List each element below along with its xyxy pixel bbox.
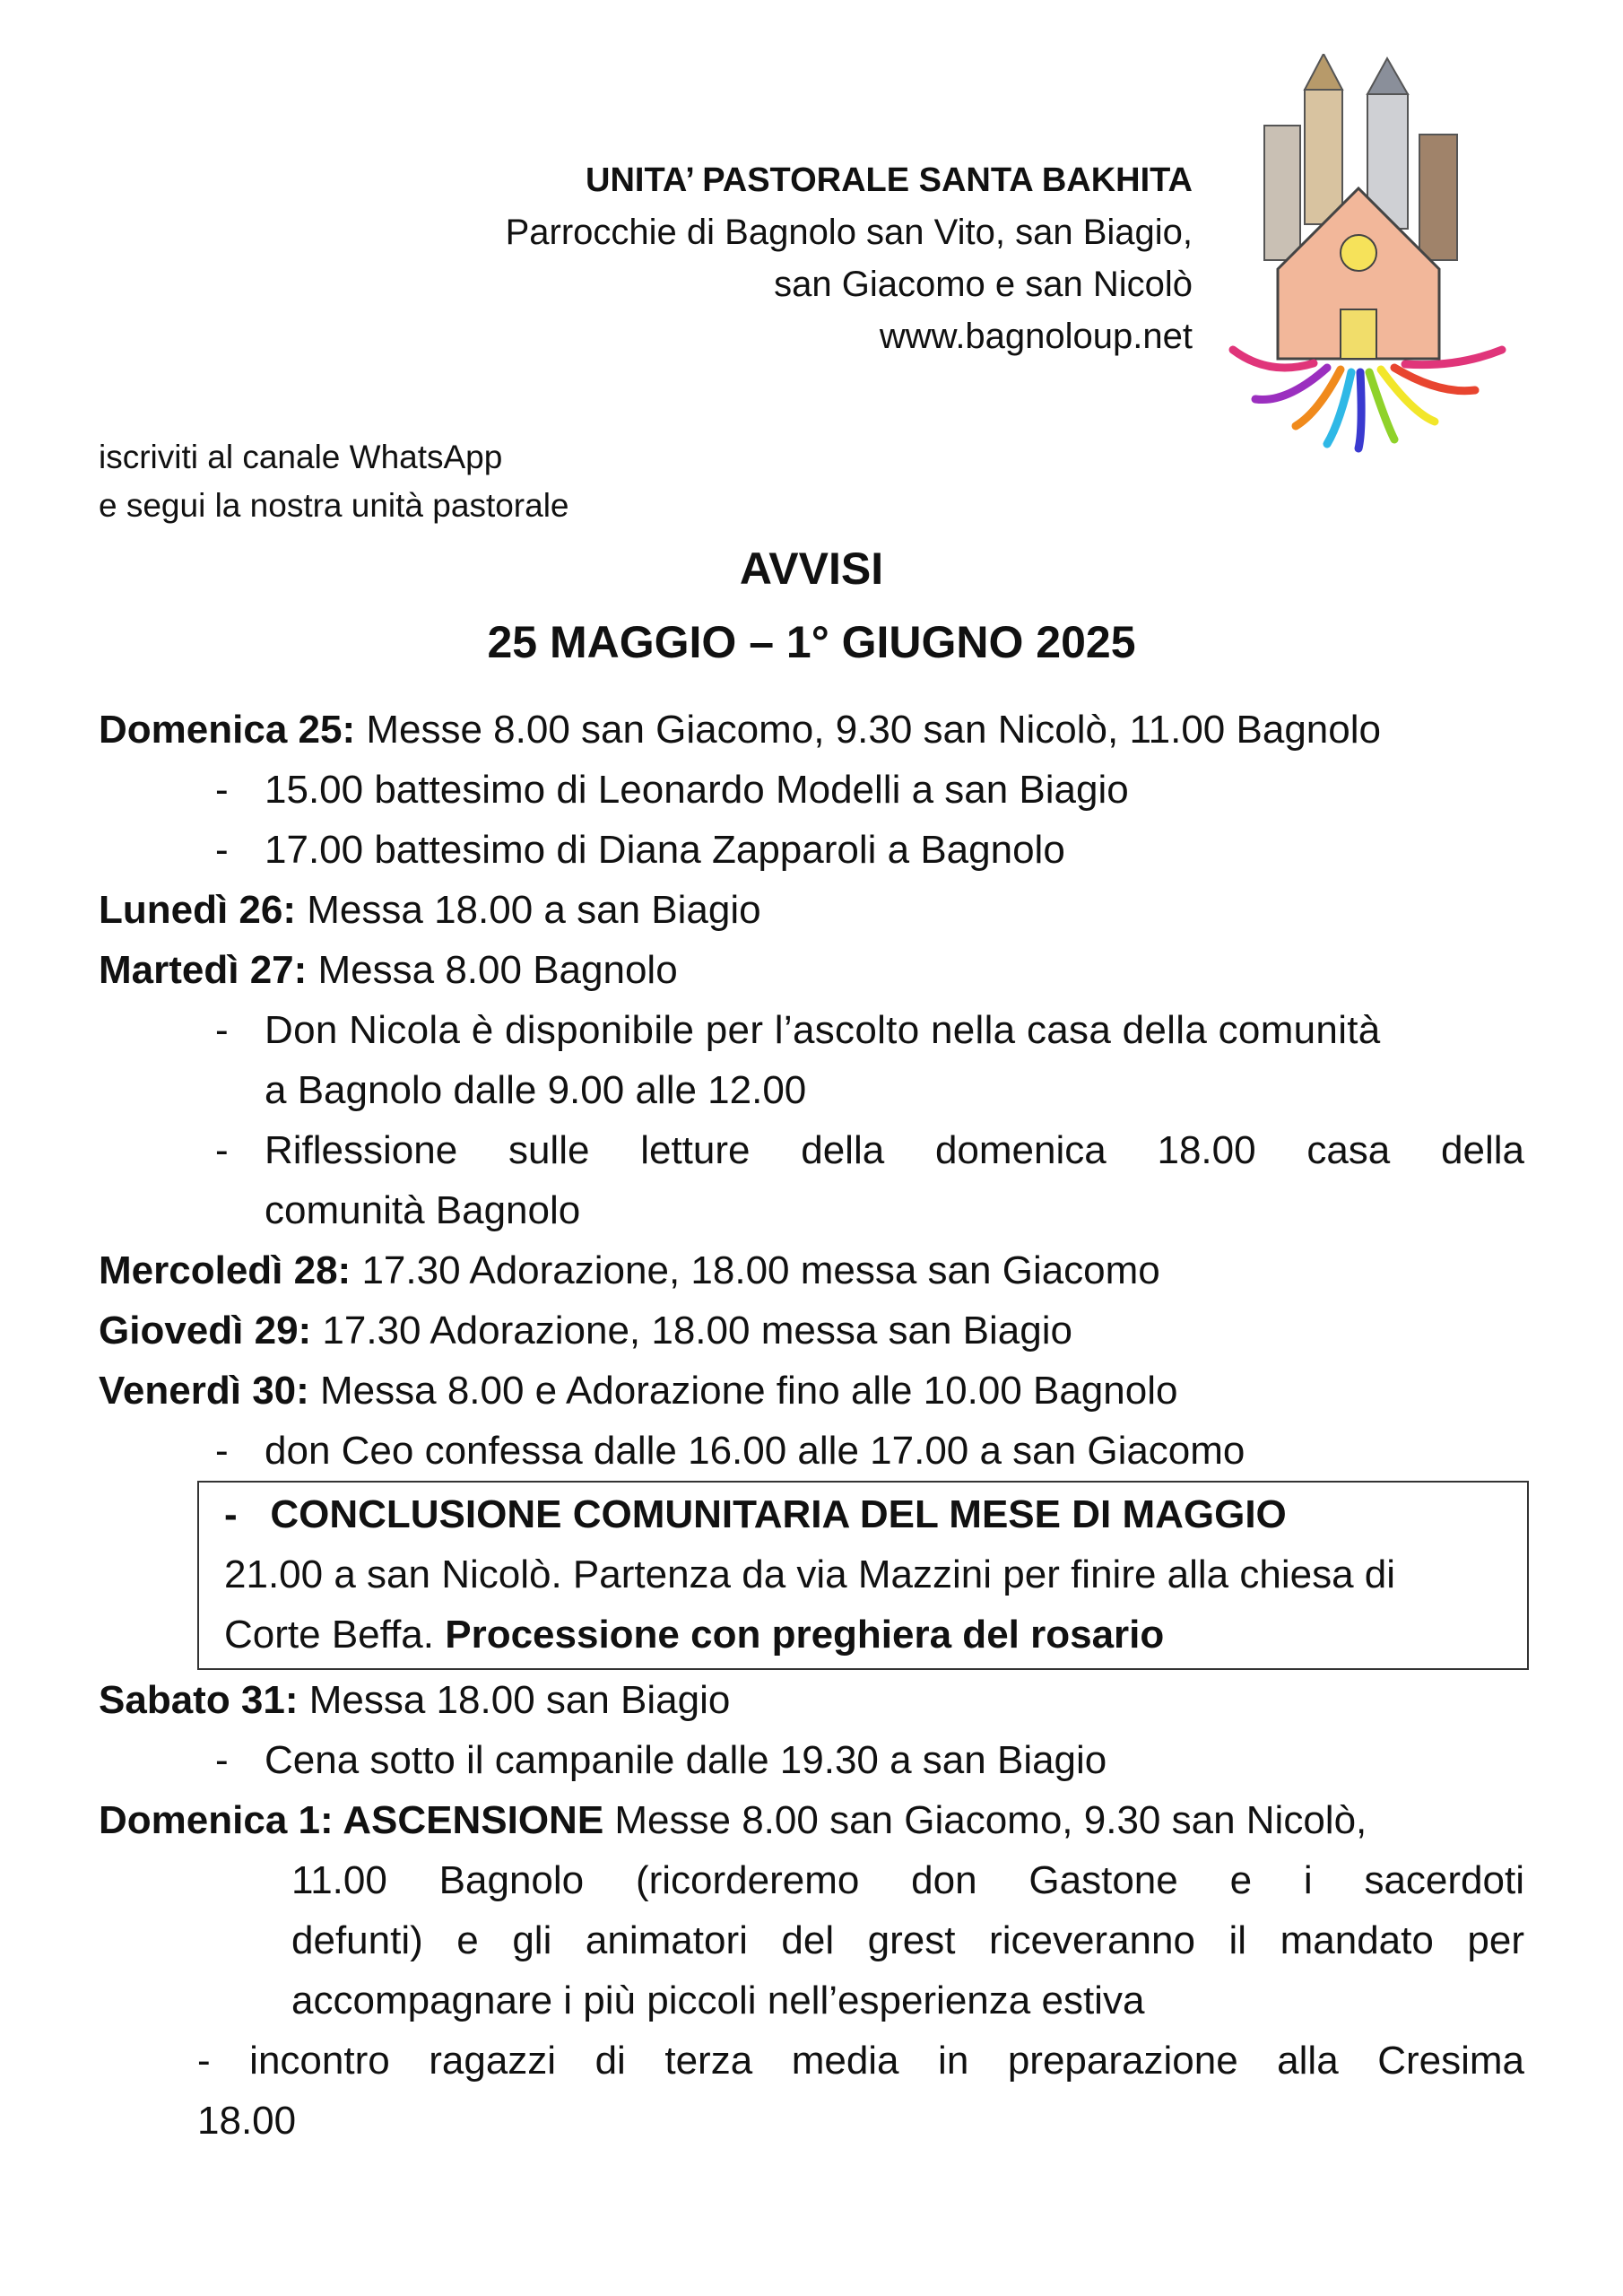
list-item: - Riflessione sulle letture della domenica 18.00 casa della comunità Bagnolo (215, 1128, 1524, 1232)
logo-ray-8 (1394, 368, 1475, 391)
title-dates: 25 MAGGIO – 1° GIUGNO 2025 (487, 617, 1136, 667)
list-item: - Cena sotto il campanile dalle 19.30 a san Biagio (215, 1738, 1107, 1782)
highlight-box (197, 1481, 1529, 1670)
parishes-line-2: san Giacomo e san Nicolò (774, 265, 1193, 304)
list-item: - 15.00 battesimo di Leonardo Modelli a san Biagio (215, 768, 1129, 812)
logo-door (1341, 309, 1376, 359)
highlight-line-2: Corte Beffa. Processione con preghiera del rosario (224, 1613, 1165, 1657)
notice-title (0, 532, 1623, 679)
logo-spire-right (1367, 58, 1408, 94)
list-item: - incontro ragazzi di terza media in preparazione alla Cresima 18.00 (197, 2039, 1524, 2143)
highlight-title: - CONCLUSIONE COMUNITARIA DEL MESE DI MAGGIO (224, 1492, 1287, 1536)
entry-giovedi-29: Giovedì 29: 17.30 Adorazione, 18.00 messa san Biagio (99, 1309, 1072, 1352)
entry-domenica-1: Domenica 1: ASCENSIONE Messe 8.00 san Giacomo, 9.30 san Nicolò, (99, 1798, 1367, 1842)
church-logo-icon (1215, 54, 1565, 457)
list-item: - Don Nicola è disponibile per l’ascolto nella casa della comunità a Bagnolo dalle 9.00 alle 12.00 (215, 1008, 1381, 1112)
logo-spire-mid (1305, 54, 1342, 90)
org-title: UNITA’ PASTORALE SANTA BAKHITA (586, 161, 1193, 199)
parishes-line-1: Parrocchie di Bagnolo san Vito, san Biagio, (505, 213, 1193, 252)
list-item: - 17.00 battesimo di Diana Zapparoli a Bagnolo (215, 828, 1065, 872)
whatsapp-line-1: iscriviti al canale WhatsApp (99, 439, 503, 475)
logo-tower-left (1264, 126, 1300, 260)
logo-ray-5 (1358, 372, 1361, 448)
logo-ray-2 (1255, 368, 1327, 400)
logo-rose-window (1341, 235, 1376, 271)
entry-domenica-25 (99, 700, 1524, 760)
schedule (99, 700, 1524, 2151)
logo-tower-mid (1305, 90, 1342, 224)
website-link[interactable]: www.bagnoloup.net (879, 317, 1193, 356)
entry-mercoledi-28: Mercoledì 28: 17.30 Adorazione, 18.00 messa san Giacomo (99, 1248, 1160, 1292)
entry-lunedi-26: Lunedì 26: Messa 18.00 a san Biagio (99, 888, 761, 932)
list-item: - don Ceo confessa dalle 16.00 alle 17.00 a san Giacomo (215, 1429, 1245, 1473)
highlight-line-1: 21.00 a san Nicolò. Partenza da via Mazzini per finire alla chiesa di (224, 1552, 1396, 1596)
entry-venerdi-30: Venerdì 30: Messa 8.00 e Adorazione fino alle 10.00 Bagnolo (99, 1369, 1178, 1413)
whatsapp-note (99, 433, 569, 530)
whatsapp-line-2: e segui la nostra unità pastorale (99, 487, 569, 524)
entry-martedi-27: Martedì 27: Messa 8.00 Bagnolo (99, 948, 678, 992)
entry-sabato-31: Sabato 31: Messa 18.00 san Biagio (99, 1678, 731, 1722)
entry-domenica-1-continued: 11.00 Bagnolo (ricorderemo don Gastone e i sacerdoti defunti) e gli animatori del grest riceveranno il mandato per accompagnare i più piccoli nell’esperienza estiva (291, 1858, 1524, 2022)
title-main: AVVISI (739, 544, 884, 594)
logo-tower-far-right (1419, 135, 1457, 260)
day-label: Domenica 25: (99, 708, 356, 752)
day-text: Messe 8.00 san Giacomo, 9.30 san Nicolò, 11.00 Bagnolo (355, 708, 1381, 752)
header (506, 154, 1193, 362)
